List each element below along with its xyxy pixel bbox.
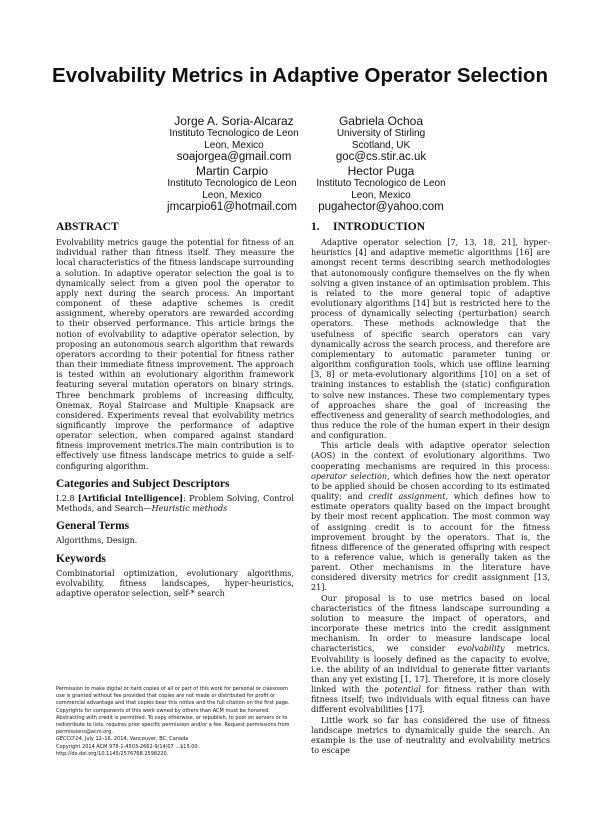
author-affiliation: Instituto Tecnologico de Leon: [316, 178, 446, 189]
general-terms-heading: General Terms: [56, 520, 130, 533]
author-email: pugahector@yahoo.com: [318, 201, 444, 213]
venue-details: July 12–16, 2014, Vancouver, BC, Canada: [83, 736, 189, 743]
author-affiliation: Instituto Tecnologico de Leon: [167, 178, 297, 189]
category-descriptor: : Problem Solving, Control Methods, and Search—: [56, 492, 294, 514]
section-number: 1.: [311, 221, 320, 233]
left-column: [56, 222, 294, 598]
author-name: Gabriela Ochoa: [338, 114, 424, 128]
author-block: [305, 114, 457, 164]
author-affiliation: University of Stirling: [336, 128, 426, 139]
intro-heading: [311, 222, 550, 232]
venue-name: GECCO'14,: [56, 736, 84, 743]
venue-line: [56, 736, 292, 743]
abstract-heading: ABSTRACT: [56, 221, 119, 233]
intro-paragraph: Our proposal is to use metrics based on local characteristics of the fitness landscape surrounding a solution to measure the impact of operators, and incorporate these metrics into the credit assignment mechanism. In order to measure landscape local characteristics, we consider evolvability metrics. Evolvability is loosely defined as the capacity to evolve, i.e. the ability of an individual to generate fitter variants than any yet existing [1, 17]. Therefore, it is more closely linked with the potential for fitness rather than with fitness itself; two individuals with equal fitness can have different evolvabilities [17].: [311, 592, 550, 715]
category-descriptor-italic: Heuristic methods: [151, 503, 228, 514]
keywords-text: Combinatorial optimization, evolutionary algorithms, evolvability, fitness landscapes, hyper-heuristics, adaptive operator selection, self-* search: [56, 567, 294, 598]
intro-paragraph: Adaptive operator selection [7, 13, 18, 21], hyper-heuristics [4] and adaptive memetic algorithms [16] are amongst recent terms describing search methodologies that autonomously configure themselves on the fly when solving a given instance of an optimisation problem. This is related to the more general topic of adaptive evolutionary algorithms [14] but is restricted here to the process of dynamically selecting (perturbation) search operators. These methods acknowledge that the usefulness of specific search operators can vary dynamically across the search process, and therefore are complementary to automatic parameter tuning or algorithm configuration tools, which use offline learning [3, 8] or meta-evolutionary algorithms [10] on a set of training instances to establish the (static) configuration to solve new instances. These two complementary types of approaches share the goal of increasing the effectiveness and generality of search methodologies, and thus reduce the role of the human expert in their design and configuration.: [311, 237, 550, 441]
copyright-line: Copyright 2014 ACM 978-1-4503-2662-9/14/07 ...$15.00.: [56, 743, 200, 750]
author-block: [300, 164, 462, 214]
categories-heading: Categories and Subject Descriptors: [56, 477, 230, 490]
author-block: [152, 114, 316, 164]
copyright-notice: [56, 686, 292, 758]
permission-text: Permission to make digital or hard copies of all or part of this work for personal or classroom use is granted without fee provided that copies are not made or distributed for profit or commercial advantage and that copies bear this notice and the full citation on the first page. Copyrights for components of this work owned by others than ACM must be honored. Abstracting with credit is permitted. To copy otherwise, or republish, to post on servers or to redistribute to lists, requires prior specific permission and/or a fee. Request permissions from permissions@acm.org.: [56, 686, 290, 736]
author-email: soajorgea@gmail.com: [176, 151, 292, 163]
doi-line: http://dx.doi.org/10.1145/2576768.2598220.: [56, 750, 169, 757]
intro-paragraph: Little work so far has considered the use of fitness landscape metrics to dynamically guide the search. An example is the use of neutrality and evolvability metrics to escape: [311, 714, 550, 755]
author-location: Leon, Mexico: [204, 139, 264, 151]
author-location: Leon, Mexico: [202, 189, 262, 201]
author-name: Martin Carpio: [195, 164, 269, 178]
intro-paragraph: This article deals with adaptive operator selection (AOS) in the context of evolutionary algorithms. Two cooperating mechanisms are required in this process: operator selection, which defines how the next operator to be applied should be chosen according to its estimated quality; and credit assignment, which defines how to estimate operators quality based on the impact brought by their most recent application. The most common way of assigning credit is to account for the fitness improvement brought by the operators. That is, the fitness difference of the generated offspring with respect to a reference value, which is generally taken as the parent. Other mechanisms in the literature have considered diversity metrics for credit assignment [13, 21].: [311, 440, 550, 593]
category-code-label: [Artificial Intelligence]: [77, 492, 184, 503]
paper-title: Evolvability Metrics in Adaptive Operator Selection: [52, 64, 548, 87]
author-name: Jorge A. Soria-Alcaraz: [174, 114, 294, 128]
keywords-heading: Keywords: [56, 552, 106, 565]
categories-text: [56, 493, 294, 513]
section-title: INTRODUCTION: [333, 221, 426, 233]
author-location: Scotland, UK: [351, 139, 411, 151]
author-email: goc@cs.stir.ac.uk: [335, 151, 427, 163]
author-location: Leon, Mexico: [351, 189, 411, 201]
general-terms-text: Algorithms, Design.: [56, 535, 138, 546]
category-code: I.2.8: [56, 492, 75, 503]
right-column: [311, 222, 550, 755]
author-name: Hector Puga: [347, 164, 415, 178]
author-block: [145, 164, 319, 214]
author-email: jmcarpio61@hotmail.com: [167, 201, 297, 213]
author-affiliation: Instituto Tecnologico de Leon: [169, 128, 299, 139]
abstract-text: Evolvability metrics gauge the potential for fitness of an individual rather than fitness itself. They measure the local characteristics of the fitness landscape surrounding a solution. In adaptive operator selection the goal is to dynamically select from a given pool the operator to apply next during the search process. An important component of these adaptive schemes is credit assignment, whereby operators are rewarded according to their observed performance. This article brings the notion of evolvability to adaptive operator selection, by proposing an autonomous search algorithm that rewards operators according to their potential for fitness rather than their immediate fitness improvement. The approach is tested within an evolutionary algorithm framework featuring several mutation operators on binary strings. Three benchmark problems of increasing difficulty, Onemax, Royal Staircase and Multiple Knapsack are considered. Experiments reveal that evolvability metrics significantly improve the performance of adaptive operator selection, when compared against standard fitness improvement metrics.The main contribution is to effectively use fitness landscape metrics to guide a self-configuring algorithm.: [56, 237, 294, 471]
